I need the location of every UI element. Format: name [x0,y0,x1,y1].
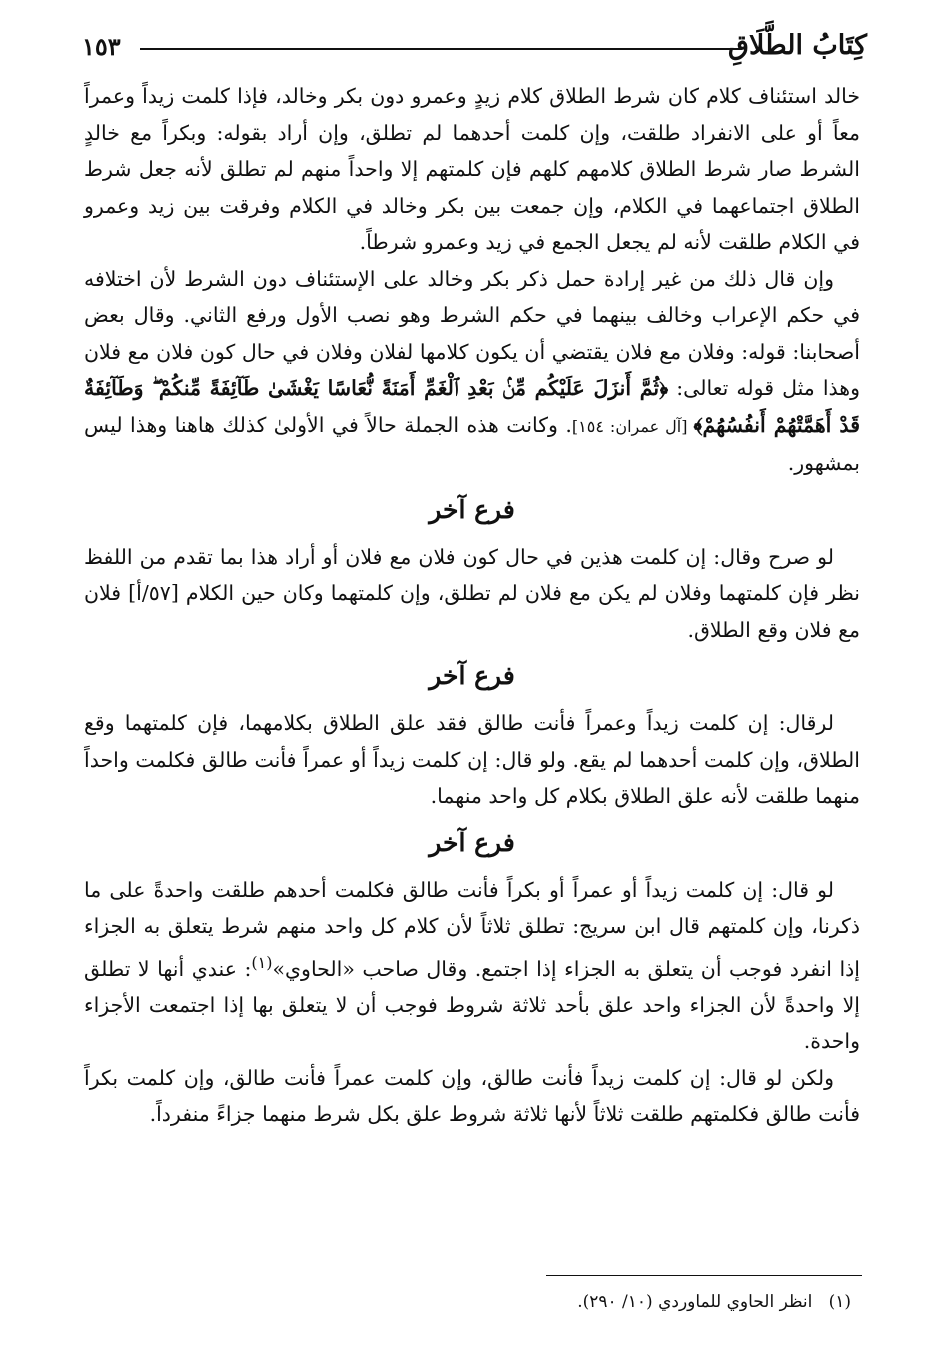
page-header [82,28,867,76]
quran-verse: ﴿ثُمَّ أَنزَلَ عَلَيْكُم مِّنۢ بَعْدِ ٱلْغَمِّ أَمَنَةً نُّعَاسًا يَغْشَىٰ طَآئِفَةً مِّنكُمْ ۖ وَطَآئِفَةٌ قَدْ أَهَمَّتْهُمْ أَنفُسُهُمْ﴾ [84,376,860,437]
paragraph-5 [84,872,860,1060]
footnote-rule [546,1275,862,1276]
paragraph-3 [84,539,860,649]
page-body [84,78,860,1133]
footnote-marker: (١) [828,1292,851,1312]
footnote-reference: (١) [251,952,273,972]
header-rule [140,48,742,50]
paragraph-6 [84,1060,860,1133]
section-heading: فرع آخر [429,827,515,857]
paragraph-text-continued: . وكانت هذه الجملة حالاً في الأولىٰ كذلك هاهنا وهذا ليس بمشهور. [84,412,860,475]
section-heading: فرع آخر [429,494,515,524]
paragraph-2 [84,261,860,482]
book-title: كِتَابُ الطَّلَاقِ [728,30,867,61]
page-number: ١٥٣ [82,32,121,61]
paragraph-text: لو صرح وقال: إن كلمت هذين في حال كون فلان مع فلان أو أراد هذا بما تقدم من اللفظ نظر فإن كلمتهما وفلان لم يكن مع فلان لم تطلق، وإن كلمتهما وكان حين الكلام [٥٧/أ] فلان مع فلان وقع الطلاق. [84,544,860,642]
paragraph-text: وإن قال ذلك من غير إرادة حمل ذكر بكر وخالد على الإستئناف دون الشرط لأن اختلافه في حكم الإعراب وخالف بينهما في حكم الشرط وهو نصب الأول ورفع الثاني. وقال بعض أصحابنا: قوله: وفلان مع فلان يقتضي أن يكون كلامها لفلان وفلان في حال كون فلان مع فلان وهذا مثل قوله تعالى: [84,266,860,400]
paragraph-text: خالد استئناف كلام كان شرط الطلاق كلام زيدٍ وعمرو دون بكر وخالد، فإذا كلمت زيداً وعمراً معاً أو على الانفراد طلقت، وإن كلمت أحدهما لم تطلق، وإن أراد بقوله: وبكراً مع خالدٍ الشرط صار شرط الطلاق كلامهم كلهم فإن كلمتهم إلا واحداً منهم لم تطلق لأنه جعل شرط الطلاق اجتماعهما في الكلام، وإن جمعت بين بكر وخالد في الكلام وفرقت بين زيد وعمرو في الكلام طلقت لأنه لم يجعل الجمع في زيد وعمرو شرطاً. [84,84,860,254]
paragraph-text: لو قال: إن كلمت زيداً أو عمراً أو بكراً فأنت طالق فكلمت أحدهم طلقت واحدةً على ما ذكرنا، وإن كلمتهم قال ابن سريج: تطلق ثلاثاً لأن كلام كل واحد منهم شرط يتعلق به الجزاء إذا انفرد فوجب أن يتعلق به الجزاء إذا اجتمع. وقال صاحب «الحاوي» [84,877,860,981]
paragraph-1 [84,78,860,261]
footnote-text: انظر الحاوي للماوردي (١٠/ ٢٩٠). [577,1292,813,1312]
paragraph-text: ولكن لو قال: إن كلمت زيداً فأنت طالق، وإن كلمت عمراً فأنت طالق، وإن كلمت بكراً فأنت طالق فكلمتهم طلقت ثلاثاً لأنها ثلاثة شروط علق بكل شرط منهما جزاءً منفرداً. [84,1065,860,1127]
section-heading: فرع آخر [429,661,515,690]
verse-reference: [آل عمران: ١٥٤] [571,416,694,436]
paragraph-text: لرقال: إن كلمت زيداً وعمراً فأنت طالق فقد علق الطلاق بكلامهما، فإن كلمتهما وقع الطلاق، وإن كلمت أحدهما لم يقع. ولو قال: إن كلمت زيداً أو عمراً فأنت طالق فكلمت واحداً منهما طلقت لأنه علق الطلاق بكلام كل واحد منهما. [84,711,860,808]
paragraph-4 [84,705,860,815]
footnote [577,1292,851,1312]
paragraph-text-continued: : عندي أنها لا تطلق إلا واحدةً لأن الجزاء واحد علق بأحد ثلاثة شروط فوجب أن لا يتعلق بها إذا اجتمعت الأجزاء واحدة. [84,956,860,1054]
